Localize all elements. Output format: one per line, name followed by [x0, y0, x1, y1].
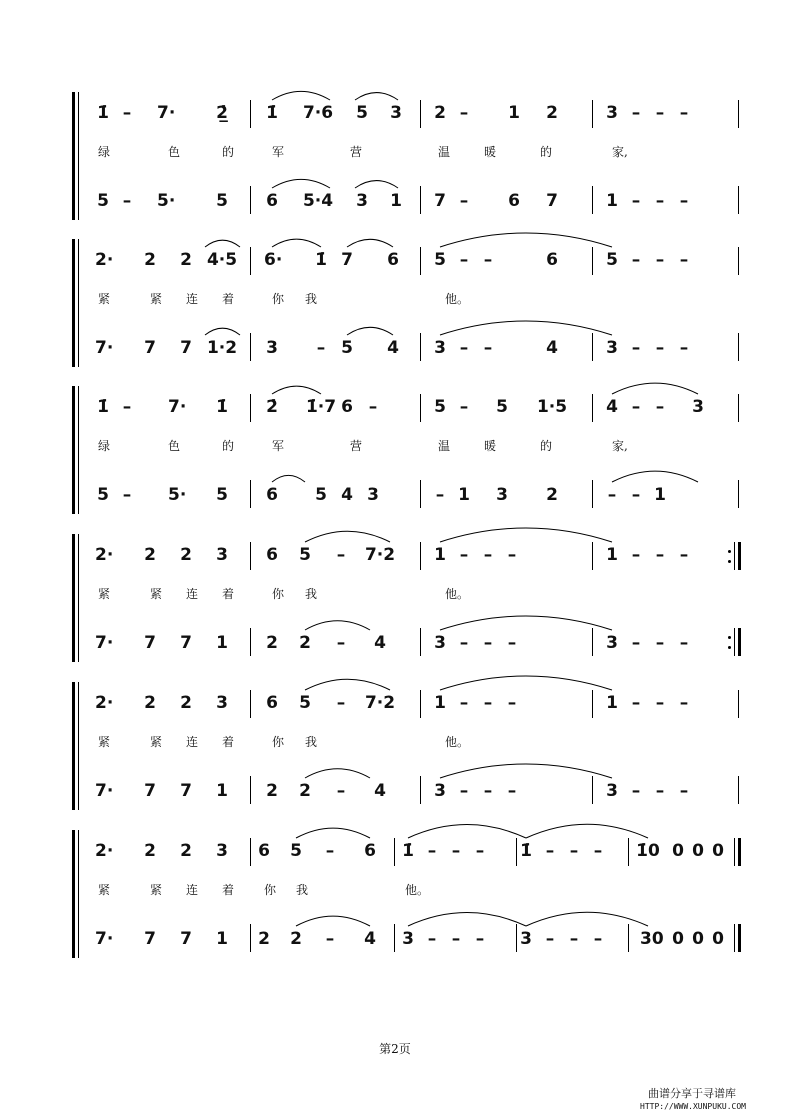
- lyric-syllable: 紧: [150, 735, 163, 749]
- top-note: 5: [299, 545, 311, 565]
- bottom-note: 2: [299, 781, 311, 801]
- bottom-note: –: [679, 633, 689, 653]
- bottom-note: –: [483, 781, 493, 801]
- bottom-note: 1: [216, 781, 228, 801]
- bottom-note: 4: [387, 338, 399, 358]
- top-note: 2: [180, 693, 192, 713]
- lyric-syllable: 家,: [612, 145, 628, 159]
- top-note: –: [336, 545, 346, 565]
- top-note: –: [631, 103, 641, 123]
- bottom-note: –: [607, 485, 617, 505]
- bottom-note: 1·2: [206, 338, 238, 358]
- top-note: 6·: [264, 250, 283, 270]
- top-note: 3: [216, 841, 228, 861]
- top-note: 7·2: [364, 545, 396, 565]
- top-note: 7·2: [364, 693, 396, 713]
- bottom-note: 3: [434, 781, 446, 801]
- top-note: 2: [180, 545, 192, 565]
- lyric-syllable: 我: [305, 587, 318, 601]
- lyric-syllable: 暖: [484, 439, 497, 453]
- top-note: –: [655, 397, 665, 417]
- slur-arc: [408, 825, 526, 838]
- lyric-syllable: 连: [186, 587, 199, 601]
- top-note: 1̇·7: [305, 397, 337, 417]
- top-note: –: [655, 545, 665, 565]
- top-note: 6: [266, 693, 278, 713]
- lyric-syllable: 色: [168, 439, 181, 453]
- bottom-note: 1: [606, 191, 618, 211]
- top-note: 3: [606, 103, 618, 123]
- bottom-note: 7: [180, 781, 192, 801]
- lyric-syllable: 你: [272, 292, 285, 306]
- top-note: –: [475, 841, 485, 861]
- lyric-syllable: 军: [272, 145, 285, 159]
- lyric-syllable: 营: [350, 145, 363, 159]
- lyric-syllable: 紧: [98, 292, 111, 306]
- bottom-note: 5: [315, 485, 327, 505]
- top-note: 2: [144, 841, 156, 861]
- bottom-note: 3: [402, 929, 414, 949]
- bottom-note: 5: [216, 485, 228, 505]
- bottom-note: –: [507, 781, 517, 801]
- top-note: 2̲̇: [216, 103, 228, 123]
- lyric-syllable: 色: [168, 145, 181, 159]
- bottom-note: 6: [508, 191, 520, 211]
- lyric-syllable: 绿: [98, 439, 111, 453]
- top-note: –: [631, 545, 641, 565]
- top-note: –: [483, 250, 493, 270]
- top-note: 5: [434, 397, 446, 417]
- top-note: 4: [606, 397, 618, 417]
- bottom-note: 7: [144, 633, 156, 653]
- bottom-note: –: [507, 633, 517, 653]
- top-note: 3: [216, 693, 228, 713]
- bottom-note: 1: [216, 929, 228, 949]
- top-note: 1: [606, 545, 618, 565]
- bottom-note: 0: [692, 929, 704, 949]
- top-note: 1·5: [536, 397, 568, 417]
- top-note: 5: [434, 250, 446, 270]
- top-note: 2: [144, 693, 156, 713]
- top-note: 2: [546, 103, 558, 123]
- bottom-note: 3: [434, 338, 446, 358]
- bottom-note: –: [325, 929, 335, 949]
- bottom-note: –: [631, 485, 641, 505]
- bottom-note: 7: [144, 338, 156, 358]
- bottom-note: –: [459, 781, 469, 801]
- bottom-note: 3: [520, 929, 532, 949]
- top-note: 2: [180, 250, 192, 270]
- bottom-note: 2: [290, 929, 302, 949]
- top-note: 0: [672, 841, 684, 861]
- bottom-note: 2: [546, 485, 558, 505]
- top-note: 6: [258, 841, 270, 861]
- lyric-syllable: 连: [186, 735, 199, 749]
- top-note: –: [459, 250, 469, 270]
- footer-brand: 曲谱分享于寻谱库: [648, 1087, 736, 1100]
- top-note: –: [459, 397, 469, 417]
- bottom-note: 3: [356, 191, 368, 211]
- top-note: 1̇: [266, 103, 278, 123]
- lyric-syllable: 家,: [612, 439, 628, 453]
- lyric-syllable: 军: [272, 439, 285, 453]
- bottom-note: –: [316, 338, 326, 358]
- top-note: –: [545, 841, 555, 861]
- bottom-note: –: [459, 338, 469, 358]
- slur-arc: [296, 916, 370, 926]
- top-note: 6: [546, 250, 558, 270]
- lyric-syllable: 你: [272, 735, 285, 749]
- top-note: –: [631, 397, 641, 417]
- slur-arc: [296, 828, 370, 838]
- bottom-note: –: [679, 191, 689, 211]
- top-note: –: [427, 841, 437, 861]
- lyric-syllable: 我: [305, 292, 318, 306]
- top-note: –: [483, 693, 493, 713]
- lyric-syllable: 他。: [405, 883, 430, 897]
- lyric-syllable: 紧: [150, 883, 163, 897]
- top-note: 6: [387, 250, 399, 270]
- lyric-syllable: 温: [438, 145, 451, 159]
- top-note: 1̇: [402, 841, 414, 861]
- bottom-note: 7: [144, 929, 156, 949]
- bottom-note: –: [593, 929, 603, 949]
- top-note: 1̇: [315, 250, 327, 270]
- bottom-note: –: [655, 338, 665, 358]
- lyric-syllable: 温: [438, 439, 451, 453]
- lyric-syllable: 连: [186, 883, 199, 897]
- top-note: 1: [434, 693, 446, 713]
- bottom-note: 4: [364, 929, 376, 949]
- bottom-note: –: [122, 485, 132, 505]
- top-note: 5: [496, 397, 508, 417]
- lyric-syllable: 的: [540, 439, 553, 453]
- bottom-note: 1: [390, 191, 402, 211]
- bottom-note: –: [631, 781, 641, 801]
- bottom-note: –: [475, 929, 485, 949]
- lyric-syllable: 紧: [98, 735, 111, 749]
- bottom-note: 3: [606, 781, 618, 801]
- top-note: 7: [341, 250, 353, 270]
- lyric-syllable: 暖: [484, 145, 497, 159]
- bottom-note: –: [679, 781, 689, 801]
- lyric-syllable: 着: [222, 292, 235, 306]
- top-note: 2: [180, 841, 192, 861]
- top-note: 2·: [95, 545, 114, 565]
- bottom-note: –: [459, 633, 469, 653]
- bottom-note: 7·: [95, 633, 114, 653]
- bottom-note: 1: [458, 485, 470, 505]
- bottom-note: 5: [216, 191, 228, 211]
- top-note: –: [679, 250, 689, 270]
- lyric-syllable: 我: [305, 735, 318, 749]
- lyric-syllable: 着: [222, 587, 235, 601]
- top-note: 6: [364, 841, 376, 861]
- top-note: 1̇: [216, 397, 228, 417]
- top-note: 3: [390, 103, 402, 123]
- bottom-note: 5·4: [302, 191, 334, 211]
- top-note: 1: [606, 693, 618, 713]
- top-note: –: [459, 545, 469, 565]
- bottom-note: 7: [434, 191, 446, 211]
- bottom-note: 1: [216, 633, 228, 653]
- bottom-note: 1: [654, 485, 666, 505]
- bottom-note: 7: [180, 929, 192, 949]
- lyric-syllable: 紧: [98, 883, 111, 897]
- lyric-syllable: 营: [350, 439, 363, 453]
- top-note: 1̇: [97, 103, 109, 123]
- lyric-syllable: 你: [272, 587, 285, 601]
- bottom-note: 2: [258, 929, 270, 949]
- top-note: –: [122, 103, 132, 123]
- bottom-note: 2: [266, 781, 278, 801]
- slur-arc: [526, 824, 648, 838]
- top-note: 1̇0: [636, 841, 660, 861]
- top-note: –: [655, 103, 665, 123]
- top-note: –: [679, 103, 689, 123]
- bottom-note: 7·: [95, 781, 114, 801]
- top-note: 7·: [157, 103, 176, 123]
- lyric-syllable: 紧: [150, 292, 163, 306]
- bottom-note: –: [483, 633, 493, 653]
- bottom-note: –: [631, 633, 641, 653]
- bottom-note: 30: [640, 929, 664, 949]
- top-note: 5: [290, 841, 302, 861]
- top-note: 6: [341, 397, 353, 417]
- bottom-note: 2: [266, 633, 278, 653]
- bottom-note: 5·: [157, 191, 176, 211]
- top-note: –: [336, 693, 346, 713]
- top-note: 1: [508, 103, 520, 123]
- bottom-note: –: [459, 191, 469, 211]
- footer-url: HTTP://WWW.XUNPUKU.COM: [640, 1102, 746, 1111]
- top-note: 5: [356, 103, 368, 123]
- bottom-note: 0: [712, 929, 724, 949]
- top-note: –: [631, 693, 641, 713]
- bottom-note: –: [336, 781, 346, 801]
- top-note: 1: [434, 545, 446, 565]
- bottom-note: 2: [299, 633, 311, 653]
- bottom-note: 7: [180, 633, 192, 653]
- top-note: 2·: [95, 250, 114, 270]
- top-note: –: [679, 545, 689, 565]
- bottom-note: –: [336, 633, 346, 653]
- top-note: –: [679, 693, 689, 713]
- top-note: –: [631, 250, 641, 270]
- lyric-syllable: 连: [186, 292, 199, 306]
- bottom-note: 6: [266, 485, 278, 505]
- lyric-syllable: 你: [264, 883, 277, 897]
- bottom-note: 3: [496, 485, 508, 505]
- bottom-note: –: [451, 929, 461, 949]
- bottom-note: 3: [606, 633, 618, 653]
- lyric-syllable: 绿: [98, 145, 111, 159]
- bottom-note: 4: [374, 633, 386, 653]
- bottom-note: 3: [434, 633, 446, 653]
- page-number: 第2页: [379, 1042, 411, 1056]
- top-note: –: [655, 693, 665, 713]
- top-note: 0: [692, 841, 704, 861]
- top-note: 3: [216, 545, 228, 565]
- slur-arc: [526, 912, 648, 926]
- top-note: –: [593, 841, 603, 861]
- bottom-note: –: [427, 929, 437, 949]
- top-note: 7·6: [302, 103, 334, 123]
- top-note: 2: [144, 545, 156, 565]
- top-note: 2·: [95, 693, 114, 713]
- top-note: 5: [299, 693, 311, 713]
- bottom-note: 7: [546, 191, 558, 211]
- top-note: –: [459, 693, 469, 713]
- top-note: –: [483, 545, 493, 565]
- lyric-syllable: 着: [222, 735, 235, 749]
- bottom-note: 7: [144, 781, 156, 801]
- bottom-note: –: [122, 191, 132, 211]
- bottom-note: 3: [606, 338, 618, 358]
- top-note: –: [368, 397, 378, 417]
- top-note: 6: [266, 545, 278, 565]
- top-note: –: [451, 841, 461, 861]
- top-note: 4·5: [206, 250, 238, 270]
- bottom-note: 5: [97, 191, 109, 211]
- top-note: –: [122, 397, 132, 417]
- slur-arc: [408, 913, 526, 926]
- lyric-syllable: 他。: [445, 292, 470, 306]
- bottom-note: –: [679, 338, 689, 358]
- bottom-note: 3: [266, 338, 278, 358]
- top-note: 1̇: [97, 397, 109, 417]
- bottom-note: 5: [97, 485, 109, 505]
- lyric-syllable: 他。: [445, 735, 470, 749]
- top-note: 1̇: [520, 841, 532, 861]
- top-note: 2̇: [266, 397, 278, 417]
- bottom-note: –: [631, 338, 641, 358]
- bottom-note: –: [569, 929, 579, 949]
- bottom-note: 6: [266, 191, 278, 211]
- top-note: –: [569, 841, 579, 861]
- lyric-syllable: 他。: [445, 587, 470, 601]
- bottom-note: 7·: [95, 338, 114, 358]
- bottom-note: –: [545, 929, 555, 949]
- lyric-syllable: 的: [222, 145, 235, 159]
- bottom-note: –: [655, 191, 665, 211]
- top-note: –: [507, 693, 517, 713]
- bottom-note: –: [631, 191, 641, 211]
- top-note: 7·: [168, 397, 187, 417]
- bottom-note: 5: [341, 338, 353, 358]
- bottom-note: –: [655, 633, 665, 653]
- top-note: 2: [144, 250, 156, 270]
- top-note: –: [655, 250, 665, 270]
- top-note: 5: [606, 250, 618, 270]
- top-note: –: [507, 545, 517, 565]
- lyric-syllable: 我: [296, 883, 309, 897]
- top-note: 2: [434, 103, 446, 123]
- top-note: 0: [712, 841, 724, 861]
- bottom-note: 4: [341, 485, 353, 505]
- bottom-note: –: [483, 338, 493, 358]
- bottom-note: 7: [180, 338, 192, 358]
- top-note: –: [325, 841, 335, 861]
- bottom-note: 0: [672, 929, 684, 949]
- bottom-note: 5·: [168, 485, 187, 505]
- bottom-note: 3: [367, 485, 379, 505]
- lyric-syllable: 的: [222, 439, 235, 453]
- bottom-note: 4: [374, 781, 386, 801]
- bottom-note: –: [655, 781, 665, 801]
- top-note: 2·: [95, 841, 114, 861]
- lyric-syllable: 紧: [98, 587, 111, 601]
- lyric-syllable: 紧: [150, 587, 163, 601]
- bottom-note: –: [435, 485, 445, 505]
- top-note: –: [459, 103, 469, 123]
- top-note: 3: [692, 397, 704, 417]
- bottom-note: 4: [546, 338, 558, 358]
- lyric-syllable: 的: [540, 145, 553, 159]
- bottom-note: 7·: [95, 929, 114, 949]
- lyric-syllable: 着: [222, 883, 235, 897]
